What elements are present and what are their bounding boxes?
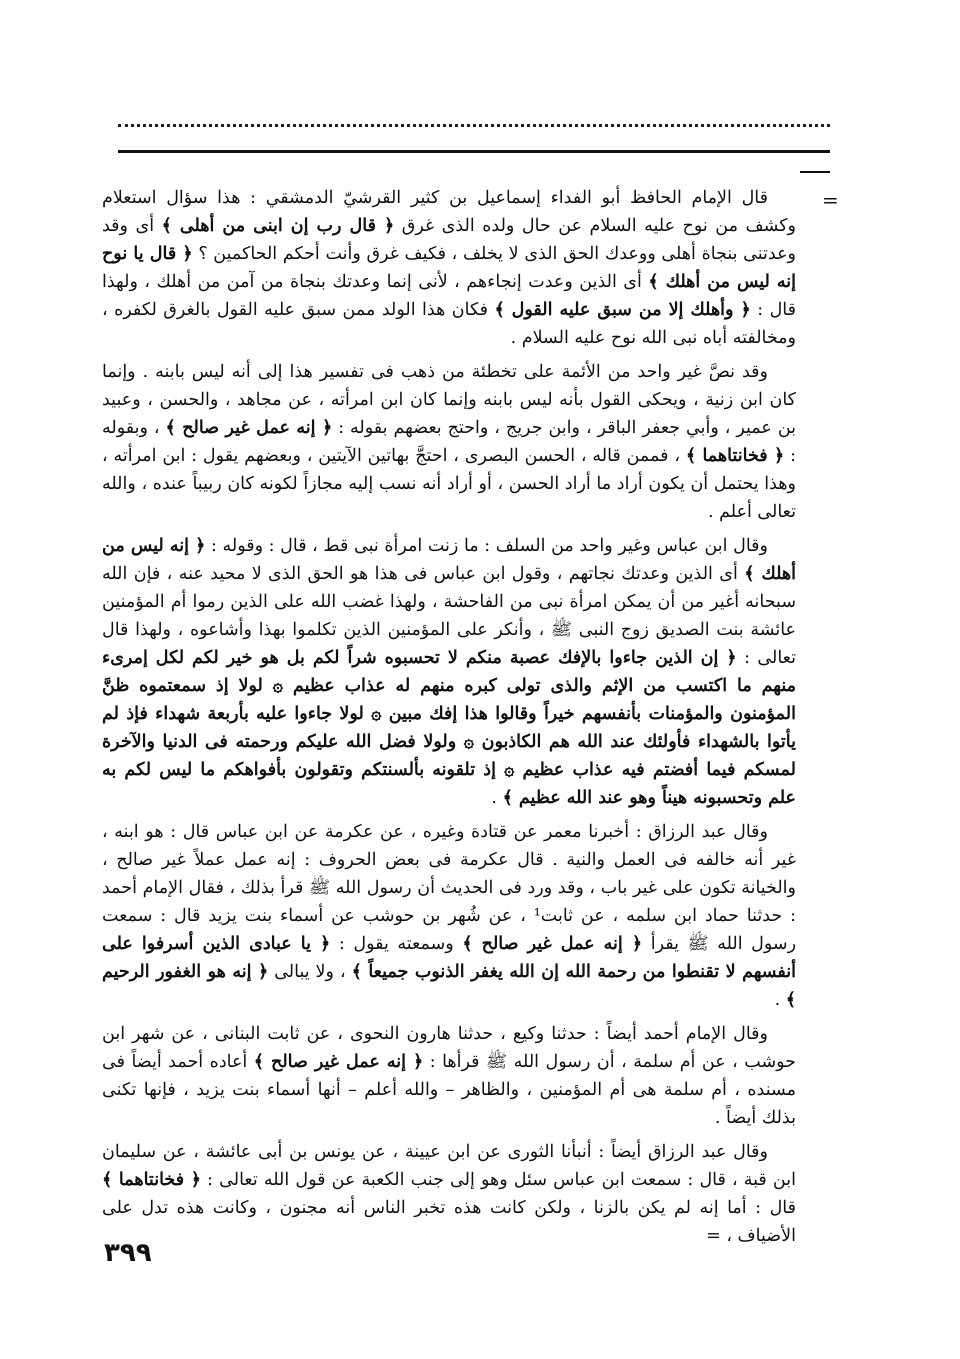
- quran-verse: ﴿ إنه عمل غير صالح ﴾: [253, 1052, 424, 1072]
- paragraph: [102, 532, 796, 812]
- text-segment: فكان هذا الولد ممن سبق عليه القول بالغرق لكفره ، ومخالفته أباه نبى الله نوح عليه السلام .: [102, 300, 796, 348]
- text-segment: وقال الإمام أحمد أيضاً : حدثنا وكيع ، حدثنا هارون النحوى ، عن ثابت البنانى ، عن شهر ابن حوشب ، عن أم سلمة ، أن رسول الله ﷺ قرأها :: [102, 1024, 796, 1072]
- page-number: ٣٩٩: [104, 1238, 152, 1268]
- paragraph: [102, 1020, 796, 1132]
- quran-verse: ﴿ إنه هو الغفور الرحيم ﴾: [102, 962, 796, 1010]
- text-segment: وقال عبد الرزاق : أخبرنا معمر عن قتادة وغيره ، عن عكرمة عن ابن عباس قال : هو ابنه ، غير أنه خالفه فى العمل والنية . قال عكرمة فى بعض الحروف : إنه عمل عملاً غير صالح ، والخيانة تكون على غير باب ، وقد ورد فى الحديث أن رسول الله ﷺ قرأ بذلك ، فقال الإمام أحمد : حدثنا حماد ابن سلمه ، عن ثابت¹ ، عن شُهر بن حوشب عن أسماء بنت يزيد قال : سمعت رسول الله ﷺ يقرأ: [102, 822, 797, 954]
- text-segment: وقال عبد الرزاق أيضاً : أنبأنا الثورى عن ابن عيينة ، عن يونس بن أبى عائشة ، عن سليمان ابن قبة ، قال : سمعت ابن عباس سئل وهو إلى جنب الكعبة عن قول الله تعالى :: [102, 1142, 796, 1190]
- paragraph: [102, 1138, 796, 1250]
- text-segment: ، وبقوله :: [102, 418, 796, 466]
- rule-dash: [800, 171, 830, 173]
- quran-verse: ﴿ يا عبادى الذين أسرفوا على أنفسهم لا تقنطوا من رحمة الله إن الله يغفر الذنوب جميعاً ﴾: [102, 934, 796, 982]
- text-segment: أى الذين وعدتك نجاتهم ، وقول ابن عباس فى هذا هو الحق الذى لا محيد عنه ، فإن الله سبحانه أغير من أن يمكن امرأة نبى من الفاحشة ، ولهذا غضب الله على الذين رموا أم المؤمنين عائشة بنت الصديق زوج النبى ﷺ ، وأنكر على المؤمنين الذين تكلموا بهذا وأشاعوه ، ولهذا قال تعالى :: [102, 564, 796, 668]
- paragraph: [102, 184, 796, 352]
- text-segment: أعاده أحمد أيضاً فى مسنده ، أم سلمة هى أم المؤمنين ، والظاهر – والله أعلم – أنها أسماء بنت يزيد ، فإنها تكنى بذلك أيضاً .: [102, 1052, 796, 1128]
- quran-verse: ﴿ إنه عمل غير صالح ﴾: [165, 418, 333, 438]
- margin-equals-mark: =: [822, 188, 839, 212]
- quran-verse: ﴿ وأهلك إلا من سبق عليه القول ﴾: [494, 300, 751, 320]
- text-segment: ، ولا يبالى: [268, 962, 352, 982]
- text-segment: قال الإمام الحافظ أبو الفداء إسماعيل بن كثير القرشيّ الدمشقي : هذا سؤال استعلام وكشف من نوح عليه السلام عن حال ولده الذى غرق: [102, 188, 796, 236]
- text-segment: وسمعته يقول :: [330, 934, 463, 954]
- quran-verse: ﴿ فخانتاهما ﴾: [102, 1170, 201, 1190]
- quran-verse: ﴿ قال يا نوح إنه ليس من أهلك ﴾: [102, 244, 796, 292]
- text-segment: أى وقد وعدتنى بنجاة أهلى ووعدك الحق الذى لا يخلف ، فكيف غرق وأنت أحكم الحاكمين ؟: [102, 216, 796, 264]
- text-segment: قال : أما إنه لم يكن بالزنا ، ولكن كانت هذه تخبر الناس أنه مجنون ، وكانت هذه تدل على الأضياف ، =: [102, 1198, 796, 1246]
- quran-verse: ﴿ قال رب إن ابنى من أهلى ﴾: [161, 216, 395, 236]
- header-rule: [118, 150, 830, 153]
- commentary-text: [102, 184, 796, 1256]
- text-segment: ، فممن قاله ، الحسن البصرى ، احتجَّ بهاتين الآيتين ، وبعضهم يقول : ابن امرأته ، وهذا يحتمل أن يكون أراد ما أراد الحسن ، أو أراد أنه نسب إليه مجازاً لكونه كان ربيباً عنده ، والله تعالى أعلم .: [102, 446, 796, 522]
- quran-verse: ﴿ إنه عمل غير صالح ﴾: [462, 934, 643, 954]
- quran-verse: ﴿ إنه ليس من أهلك ﴾: [102, 536, 796, 584]
- text-segment: وقد نصَّ غير واحد من الأئمة على تخطئة من ذهب فى تفسير هذا إلى أنه ليس بابنه . وإنما كان ابن زنية ، ويحكى القول بأنه ليس بابنه وإنما كان ابن امرأته ، عن مجاهد ، والحسن ، وعبيد بن عمير ، وأبي جعفر الباقر ، وابن جريج ، واحتج بعضهم بقوله :: [102, 362, 797, 438]
- text-segment: .: [491, 788, 503, 808]
- text-segment: وقال ابن عباس وغير واحد من السلف : ما زنت امرأة نبى قط ، قال : وقوله :: [205, 536, 768, 556]
- text-segment: .: [774, 990, 786, 1010]
- quran-verse: ﴿ فخانتاهما ﴾: [685, 446, 785, 466]
- dotted-separator: [118, 124, 830, 127]
- paragraph: [102, 818, 796, 1014]
- quran-verse: ﴿ إن الذين جاءوا بالإفك عصبة منكم لا تحسبوه شراً لكم بل هو خير لكم لكل إمرىء منهم ما اكتسب من الإثم والذى تولى كبره منهم له عذاب عظيم ۞ لولا إذ سمعتموه ظنَّ المؤمنون والمؤمنات بأنفسهم خيراً وقالوا هذا إفك مبين ۞ لولا جاءوا عليه بأربعة شهداء فإذ لم يأتوا بالشهداء فأولئك عند الله هم الكاذبون ۞ ولولا فضل الله عليكم ورحمته فى الدنيا والآخرة لمسكم فيما أفضتم فيه عذاب عظيم ۞ إذ تلقونه بألسنتكم وتقولون بأفواهكم ما ليس لكم به علم وتحسبونه هيناً وهو عند الله عظيم ﴾: [102, 648, 797, 808]
- text-segment: أى الذين وعدت إنجاءهم ، لأنى إنما وعدتك بنجاة من آمن من أهلك ، ولهذا قال :: [102, 272, 796, 320]
- paragraph: [102, 358, 796, 526]
